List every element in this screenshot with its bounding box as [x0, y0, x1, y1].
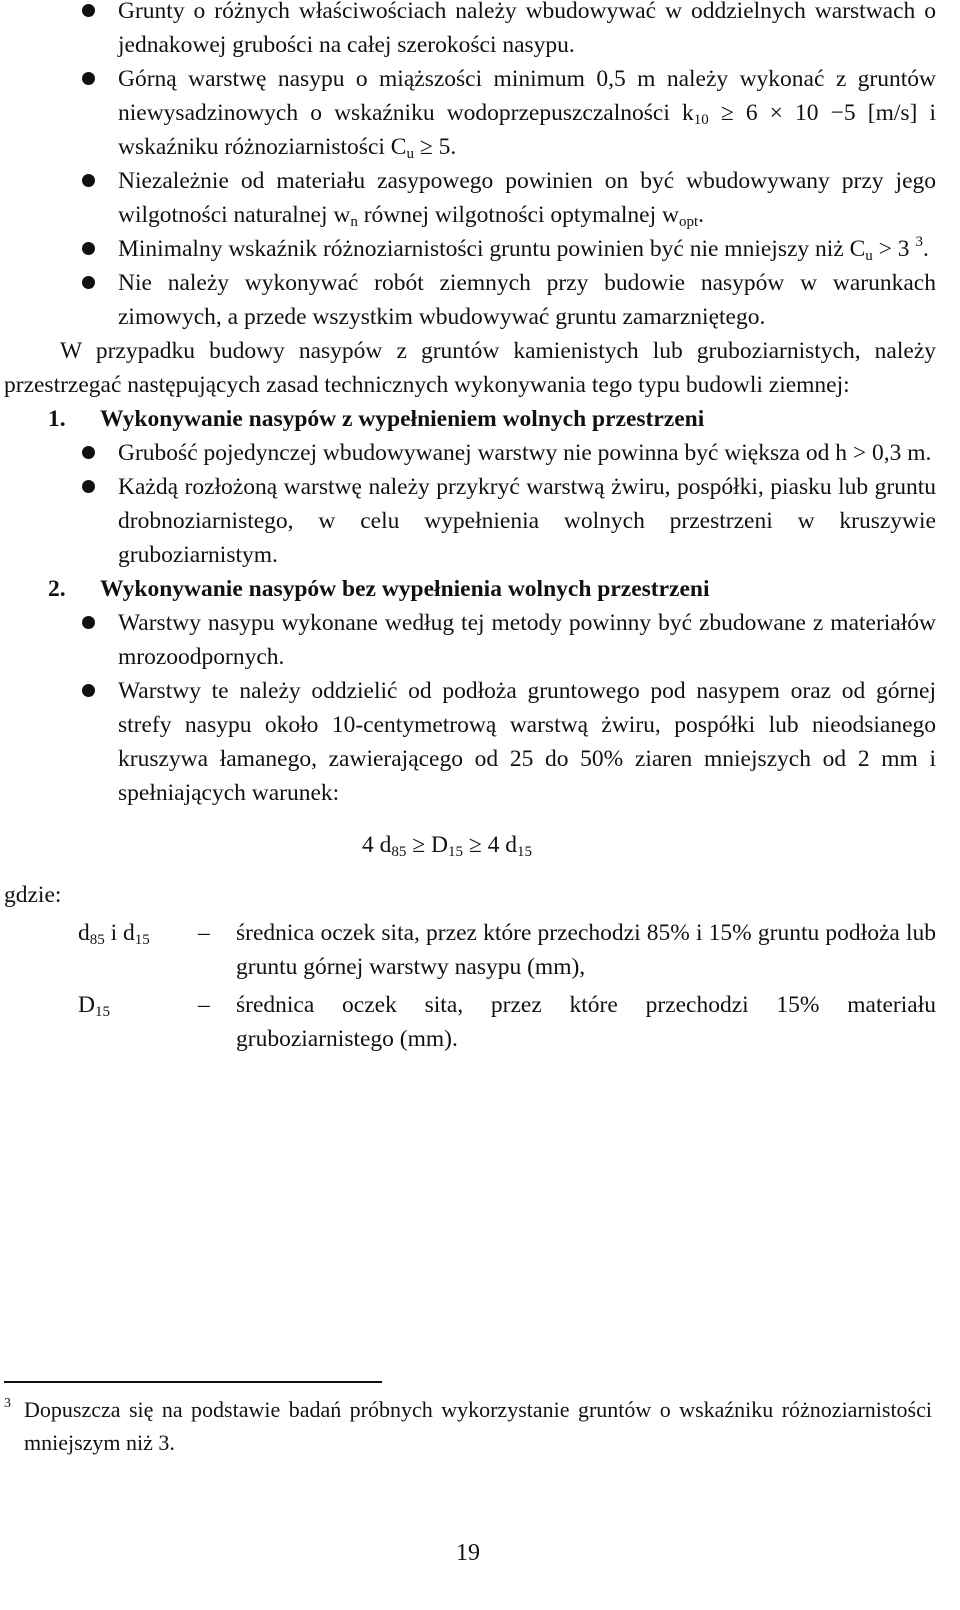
- definition-row: [0, 916, 960, 984]
- list-item: [0, 470, 960, 572]
- subscript: 15: [517, 844, 533, 860]
- bullet-icon: [82, 480, 95, 493]
- list-item-text: Górną warstwę nasypu o miąższości minimum 0,5 m należy wykonać z gruntów niewysadzinowych o wskaźniku wodoprzepuszczalności k: [118, 66, 936, 126]
- bullet-icon: [82, 276, 95, 289]
- list-item-text: Grunty o różnych właściwościach należy wbudowywać w oddzielnych warstwach o jednakowej grubości na całej szerokości nasypu.: [118, 0, 936, 58]
- footnote: [4, 1393, 932, 1459]
- page-number: 19: [456, 1540, 480, 1566]
- list-item-text: Nie należy wykonywać robót ziemnych przy budowie nasypów w warunkach zimowych, a przede wszystkim wbudowywać gruntu zamarzniętego.: [118, 270, 936, 330]
- formula: [0, 828, 960, 862]
- section-heading-1: [0, 402, 960, 436]
- definition-text: średnica oczek sita, przez które przechodzi 15% materiału gruboziarnistego (mm).: [236, 992, 936, 1052]
- list-item: [0, 606, 960, 674]
- definition-row: [0, 988, 960, 1056]
- list-item: [0, 164, 960, 232]
- bullet-icon: [82, 616, 95, 629]
- section-title: Wykonywanie nasypów z wypełnieniem wolnych przestrzeni: [100, 406, 705, 432]
- section-2-list: [0, 606, 960, 810]
- list-item-text: Warstwy te należy oddzielić od podłoża gruntowego pod nasypem oraz od górnej strefy nasypu około 10-centymetrową warstwą żwiru, pospółki lub nieodsianego kruszywa łamanego, zawierającego od 25 do 50% ziaren mniejszych od 2 mm i spełniających warunek:: [118, 678, 936, 806]
- definition-dash: –: [198, 992, 210, 1018]
- bullet-icon: [82, 4, 95, 17]
- footnote-divider: [4, 1381, 382, 1383]
- definition-symbol: $D_{15}$: [78, 992, 110, 1020]
- intro-paragraph: W przypadku budowy nasypów z gruntów kamienistych lub gruboziarnistych, należy przestrzegać następujących zasad technicznych wykonywania tego typu budowli ziemnej:: [4, 338, 936, 398]
- list-item-text: ≥ 6 × 10 −5 [m/s] i wskaźniku różnoziarnistości C: [118, 100, 937, 160]
- list-item-text: Niezależnie od materiału zasypowego powinien on być wbudowywany przy jego wilgotności naturalnej w: [118, 168, 936, 228]
- bullet-icon: [82, 684, 95, 697]
- definition-symbol: $d_{85}$ i $d_{15}$: [78, 920, 150, 948]
- bullet-icon: [82, 242, 95, 255]
- formula-text: ≥ D: [406, 832, 448, 858]
- list-item-text: równej wilgotności optymalnej w: [357, 202, 679, 228]
- list-item-text: .: [698, 202, 705, 228]
- subscript: u: [865, 248, 873, 264]
- list-item-text: Każdą rozłożoną warstwę należy przykryć warstwą żwiru, pospółki, piasku lub gruntu drobnoziarnistego, w celu wypełnienia wolnych przestrzeni w kruszywie gruboziarnistym.: [118, 474, 936, 568]
- bullet-icon: [82, 174, 95, 187]
- subscript: n: [350, 214, 358, 230]
- definition-text: średnica oczek sita, przez które przechodzi 85% i 15% gruntu podłoża lub gruntu górnej warstwy nasypu (mm),: [236, 920, 936, 980]
- footnote-text: Dopuszcza się na podstawie badań próbnych wykorzystanie gruntów o wskaźniku różnoziarnistości mniejszym niż 3.: [24, 1397, 932, 1455]
- list-item-text: Minimalny wskaźnik różnoziarnistości gruntu powinien być nie mniejszy niż C: [118, 236, 866, 262]
- section-number: 2.: [48, 576, 66, 602]
- subscript: u: [406, 146, 414, 162]
- list-item: [0, 62, 960, 164]
- list-item-text: ≥ 5.: [413, 134, 457, 160]
- subscript: 10: [693, 112, 709, 128]
- bullet-icon: [82, 72, 95, 85]
- footnote-reference: 3: [915, 234, 923, 250]
- list-item-text: .: [922, 236, 929, 262]
- subscript: 85: [391, 844, 407, 860]
- section-title: Wykonywanie nasypów bez wypełnienia wolnych przestrzeni: [100, 576, 710, 602]
- list-item-text: Warstwy nasypu wykonane według tej metody powinny być zbudowane z materiałów mrozoodpornych.: [118, 610, 936, 670]
- definition-dash: –: [198, 920, 210, 946]
- where-label: gdzie:: [4, 882, 62, 908]
- subscript: 15: [448, 844, 463, 860]
- list-item: [0, 266, 960, 334]
- top-bullet-list: [0, 0, 960, 334]
- footnote-mark: 3: [4, 1396, 11, 1411]
- formula-text: 4 d: [362, 832, 392, 858]
- list-item-text: > 3: [872, 236, 916, 262]
- list-item: [0, 0, 960, 62]
- list-item: [0, 436, 960, 470]
- bullet-icon: [82, 446, 95, 459]
- section-heading-2: [0, 572, 960, 606]
- list-item-text: Grubość pojedynczej wbudowywanej warstwy nie powinna być większa od h > 0,3 m.: [118, 440, 932, 466]
- list-item: [0, 674, 960, 810]
- section-1-list: [0, 436, 960, 572]
- section-number: 1.: [48, 406, 66, 432]
- formula-text: ≥ 4 d: [463, 832, 518, 858]
- list-item: [0, 232, 960, 266]
- subscript: opt: [678, 214, 699, 230]
